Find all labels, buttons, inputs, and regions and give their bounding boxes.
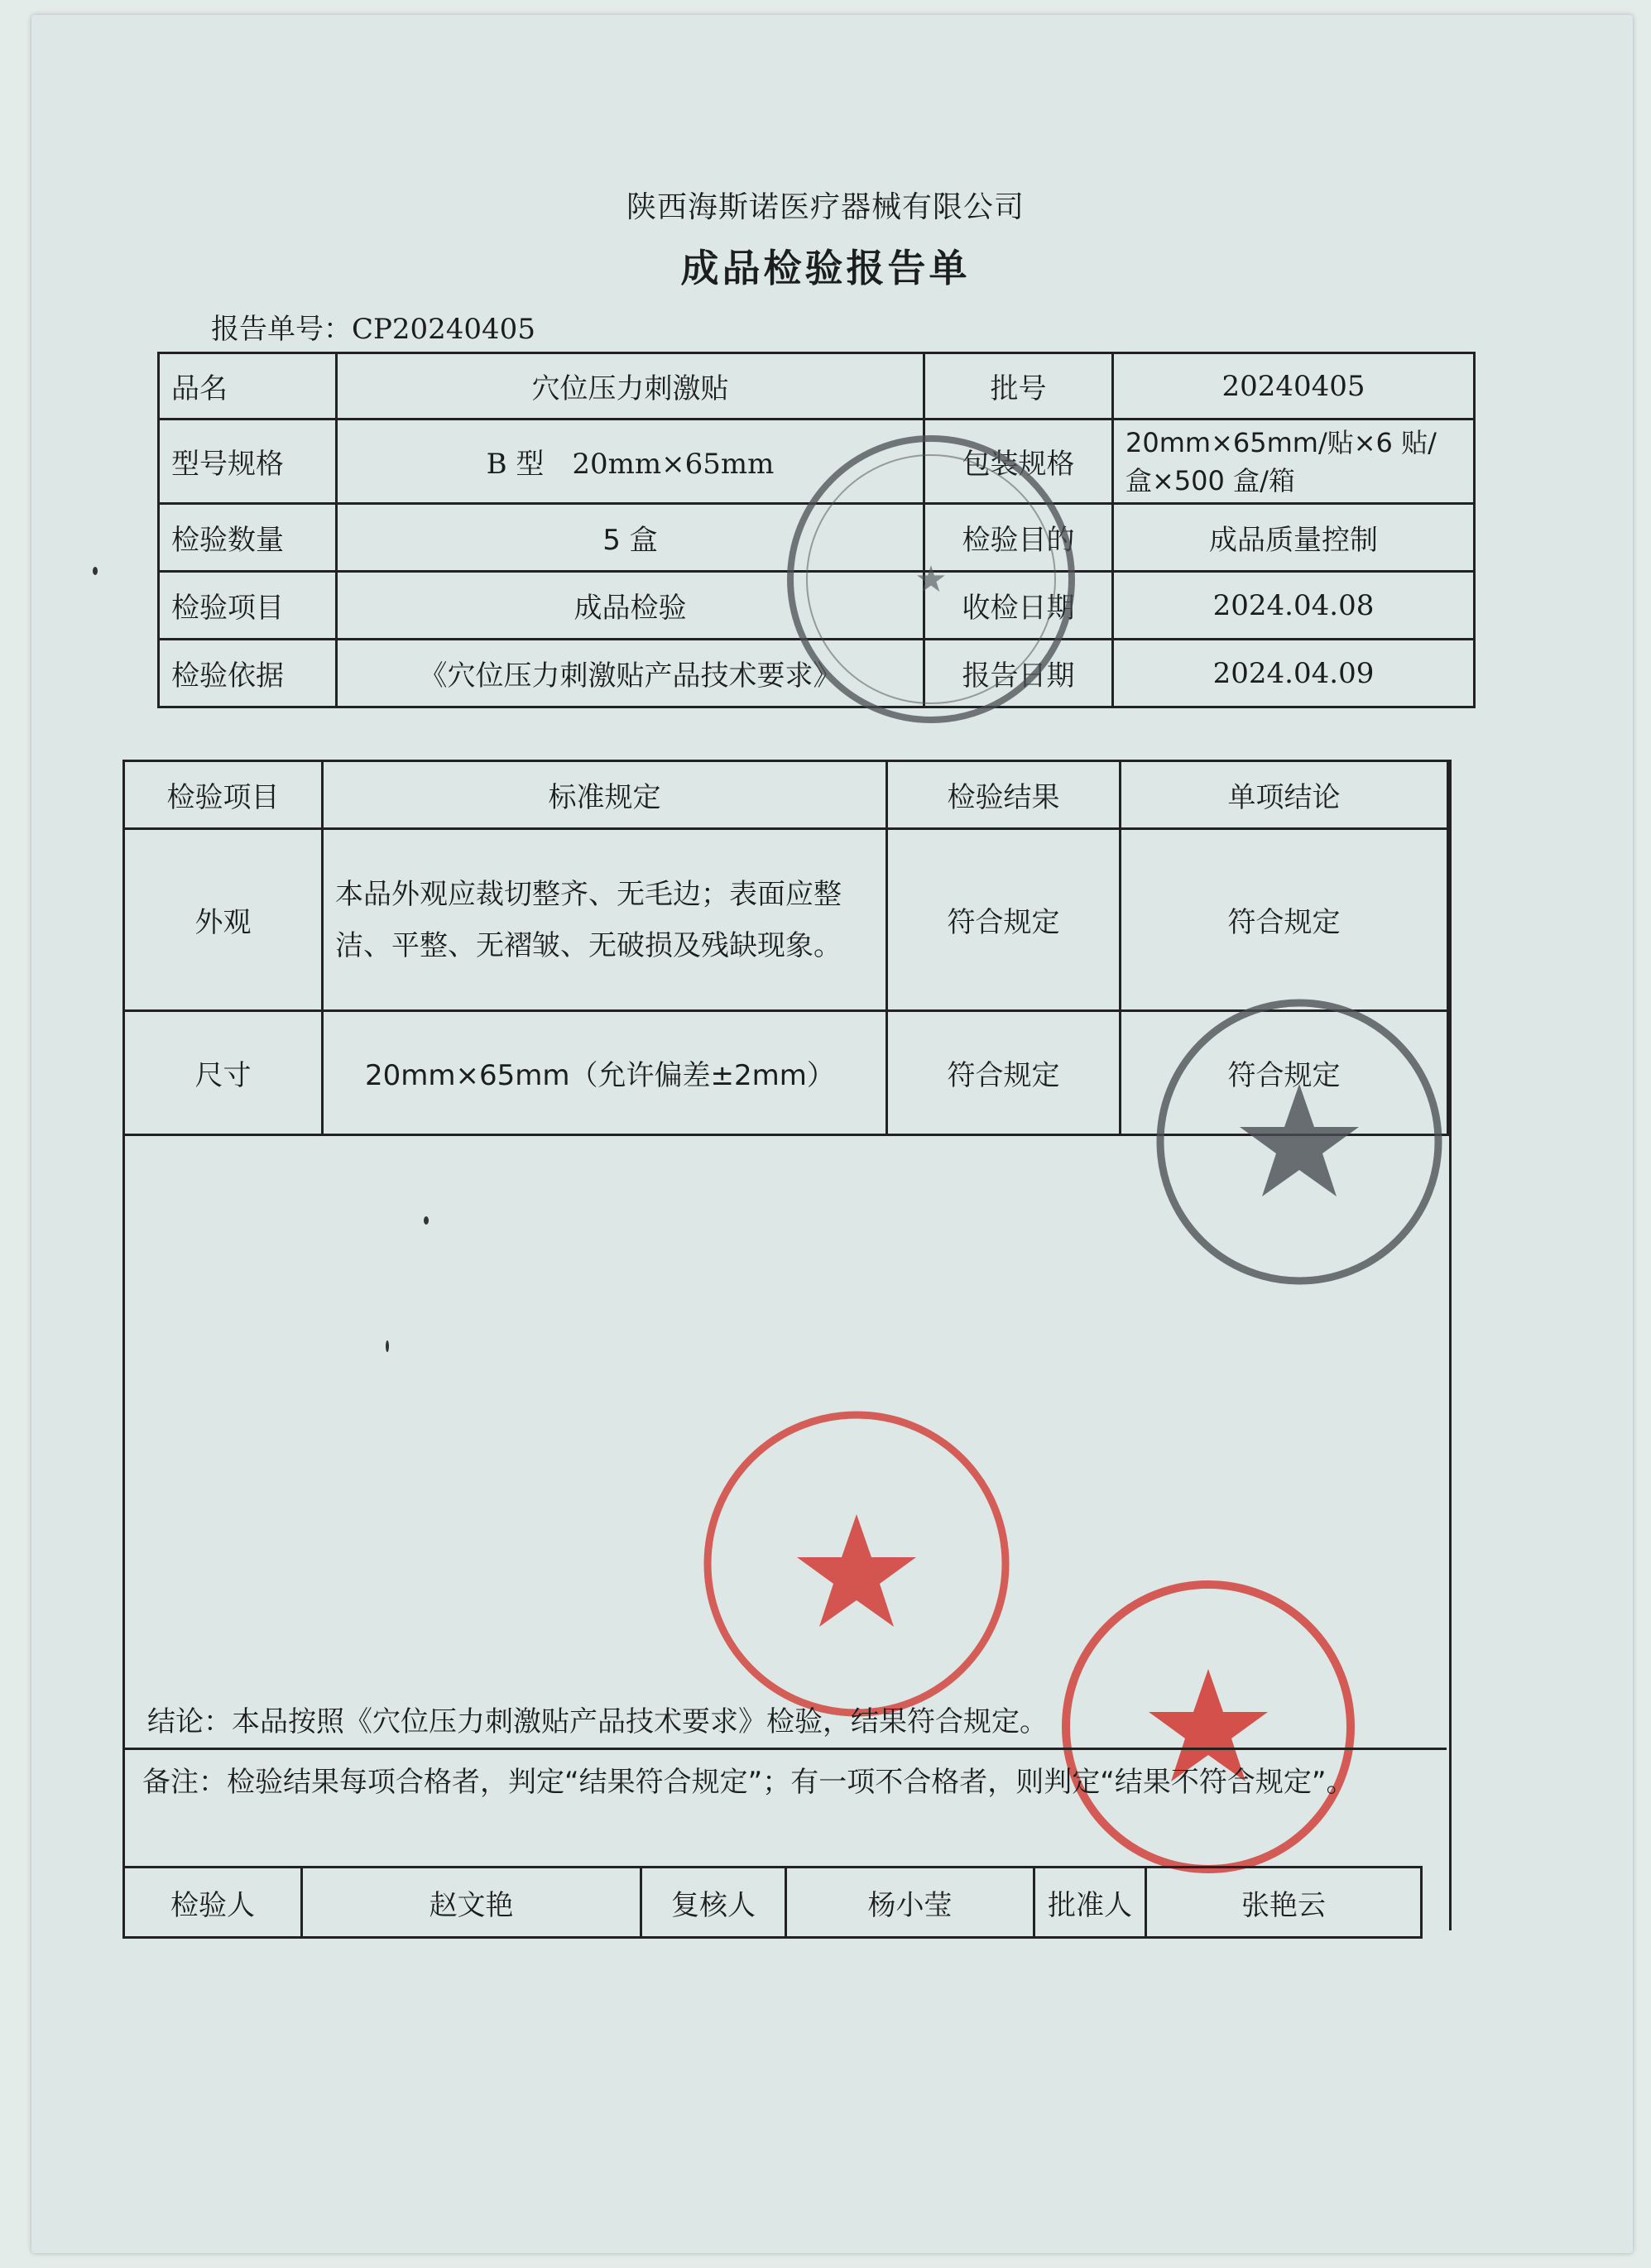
approver-name: 张艳云 [1146,1868,1422,1938]
item-label: 检验项目 [159,572,337,640]
batch-label: 批号 [924,353,1113,420]
report-date: 2024.04.09 [1113,640,1475,707]
report-title: 成品检验报告单 [680,246,971,290]
reviewer-label: 复核人 [641,1868,786,1938]
product-name-label: 品名 [159,353,337,420]
inspection-item: 成品检验 [337,572,924,640]
reviewer-name: 杨小莹 [786,1868,1034,1938]
divider [122,1748,1447,1750]
col-header-item: 检验项目 [124,761,323,829]
row-item-appearance: 外观 [124,829,323,1011]
gray-seal-stamp-top [782,430,1080,728]
receive-date: 2024.04.08 [1113,572,1475,640]
signature-table [122,1866,1423,1939]
inspector-name: 赵文艳 [302,1868,641,1938]
col-header-standard: 标准规定 [323,761,887,829]
package-label: 包装规格 [924,420,1113,504]
company-name: 陕西海斯诺医疗器械有限公司 [626,190,1025,224]
row-conclusion-appearance: 符合规定 [1121,829,1448,1011]
basis-label: 检验依据 [159,640,337,707]
red-seal-stamp-bottom [1058,1576,1360,1878]
inspection-purpose: 成品质量控制 [1113,504,1475,572]
speck [386,1340,389,1352]
col-header-result: 检验结果 [887,761,1121,829]
package-spec [1113,420,1475,504]
product-name: 穴位压力刺激贴 [337,353,924,420]
package-spec-line1: 20mm×65mm/贴×6 贴/ [1125,426,1437,458]
row-standard-appearance: 本品外观应裁切整齐、无毛边；表面应整洁、平整、无褶皱、无破损及残缺现象。 [323,829,887,1011]
row-result-appearance: 符合规定 [887,829,1121,1011]
remark-text: 备注：检验结果每项合格者，判定“结果符合规定”；有一项不合格者，则判定“结果不符合规定”。 [142,1766,1355,1799]
report-number: 报告单号：CP20240405 [211,313,535,346]
row-item-size: 尺寸 [124,1011,323,1135]
row-conclusion-size: 符合规定 [1121,1011,1448,1135]
gray-seal-stamp-right [1150,993,1448,1291]
speck [93,567,98,575]
row-result-size: 符合规定 [887,1011,1121,1135]
model-spec: B 型 20mm×65mm [337,420,924,504]
package-spec-line2: 盒×500 盒/箱 [1125,464,1295,496]
report-date-label: 报告日期 [924,640,1113,707]
model-label: 型号规格 [159,420,337,504]
col-header-conclusion: 单项结论 [1121,761,1448,829]
red-seal-stamp-center [699,1407,1014,1721]
inspector-label: 检验人 [124,1868,302,1938]
row-standard-size: 20mm×65mm（允许偏差±2mm） [323,1011,887,1135]
speck [424,1216,429,1225]
svg-text:★: ★ [914,559,948,601]
inspection-basis: 《穴位压力刺激贴产品技术要求》 [337,640,924,707]
batch-number: 20240405 [1113,353,1475,420]
purpose-label: 检验目的 [924,504,1113,572]
approver-label: 批准人 [1034,1868,1146,1938]
inspection-qty: 5 盒 [337,504,924,572]
qty-label: 检验数量 [159,504,337,572]
conclusion-text: 结论：本品按照《穴位压力刺激贴产品技术要求》检验，结果符合规定。 [147,1705,1048,1738]
receive-date-label: 收检日期 [924,572,1113,640]
